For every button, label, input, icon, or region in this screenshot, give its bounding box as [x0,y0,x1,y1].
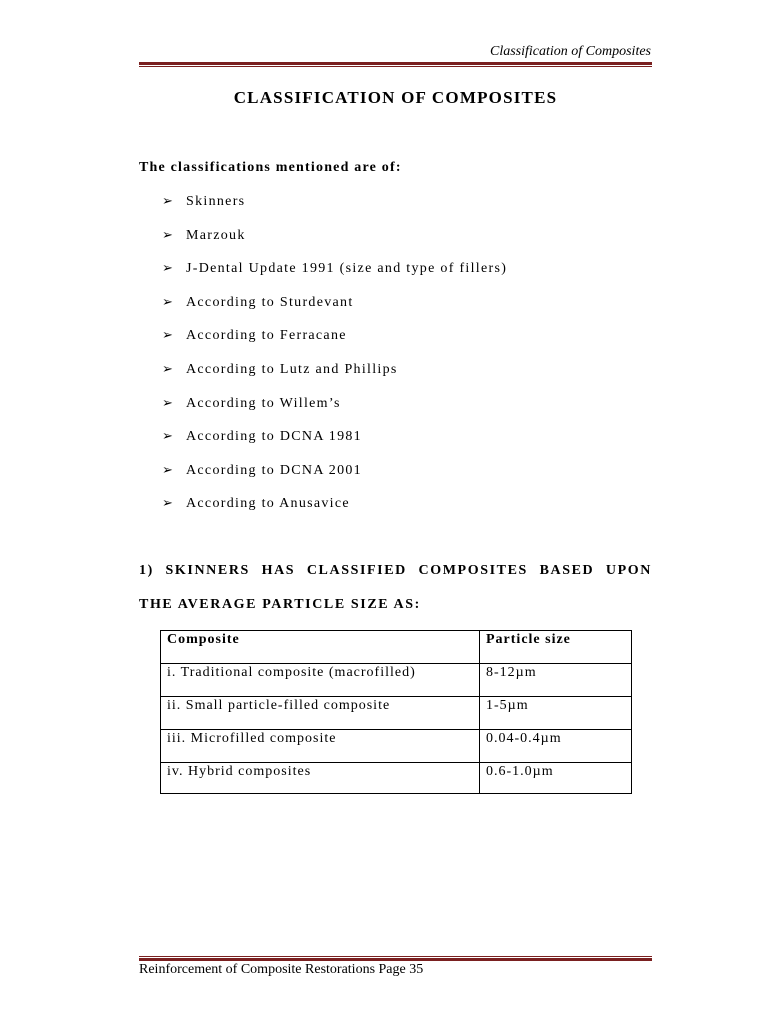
arrow-bullet-icon: ➢ [162,328,175,344]
column-header-particle-size: Particle size [480,631,632,664]
list-item-text: According to Anusavice [186,496,350,512]
composite-cell: ii. Small particle-filled composite [161,697,480,730]
footer-rule [139,956,652,961]
list-item-text: Skinners [186,194,246,209]
table-row [161,697,632,730]
classification-list [162,185,507,521]
particle-size-table [160,630,632,794]
list-item [162,219,507,253]
list-item-text: According to DCNA 1981 [186,429,362,445]
list-item [162,286,507,320]
list-item [162,454,507,488]
page-title: CLASSIFICATION OF COMPOSITES [233,88,558,107]
page-footer: Reinforcement of Composite Restorations Page 35 [139,962,424,977]
particle-size-cell: 1-5µm [480,697,632,730]
intro-heading: The classifications mentioned are of: [139,160,402,175]
arrow-bullet-icon: ➢ [162,395,175,411]
arrow-bullet-icon: ➢ [162,227,175,243]
arrow-bullet-icon: ➢ [162,429,175,445]
particle-size-cell: 0.6-1.0µm [480,763,632,794]
composite-cell: iv. Hybrid composites [161,763,480,794]
list-item [162,319,507,353]
table-header-row [161,631,632,664]
list-item-text: According to Lutz and Phillips [186,361,398,377]
table-row [161,763,632,794]
arrow-bullet-icon: ➢ [162,194,175,209]
particle-size-cell: 0.04-0.4µm [480,730,632,763]
header-rule [139,62,652,67]
list-item [162,185,507,219]
arrow-bullet-icon: ➢ [162,361,175,377]
list-item-text: According to Sturdevant [186,294,354,310]
arrow-bullet-icon: ➢ [162,462,175,478]
arrow-bullet-icon: ➢ [162,261,175,277]
arrow-bullet-icon: ➢ [162,496,175,512]
list-item-text: According to DCNA 2001 [186,462,362,478]
table-row [161,730,632,763]
list-item [162,387,507,421]
particle-size-cell: 8-12µm [480,664,632,697]
section-heading-line-2: THE AVERAGE PARTICLE SIZE AS: [139,597,421,612]
section-heading-line-1: 1) SKINNERS HAS CLASSIFIED COMPOSITES BASED UPON [139,563,652,578]
list-item [162,252,507,286]
running-header: Classification of Composites [489,44,651,59]
composite-cell: i. Traditional composite (macrofilled) [161,664,480,697]
list-item-text: According to Willem’s [186,395,341,411]
column-header-composite: Composite [161,631,480,664]
list-item [162,353,507,387]
list-item [162,487,507,521]
list-item-text: Marzouk [186,227,246,243]
list-item-text: J-Dental Update 1991 (size and type of fillers) [186,261,508,277]
table-row [161,664,632,697]
list-item-text: According to Ferracane [186,328,347,344]
arrow-bullet-icon: ➢ [162,294,175,310]
composite-cell: iii. Microfilled composite [161,730,480,763]
list-item [162,420,507,454]
